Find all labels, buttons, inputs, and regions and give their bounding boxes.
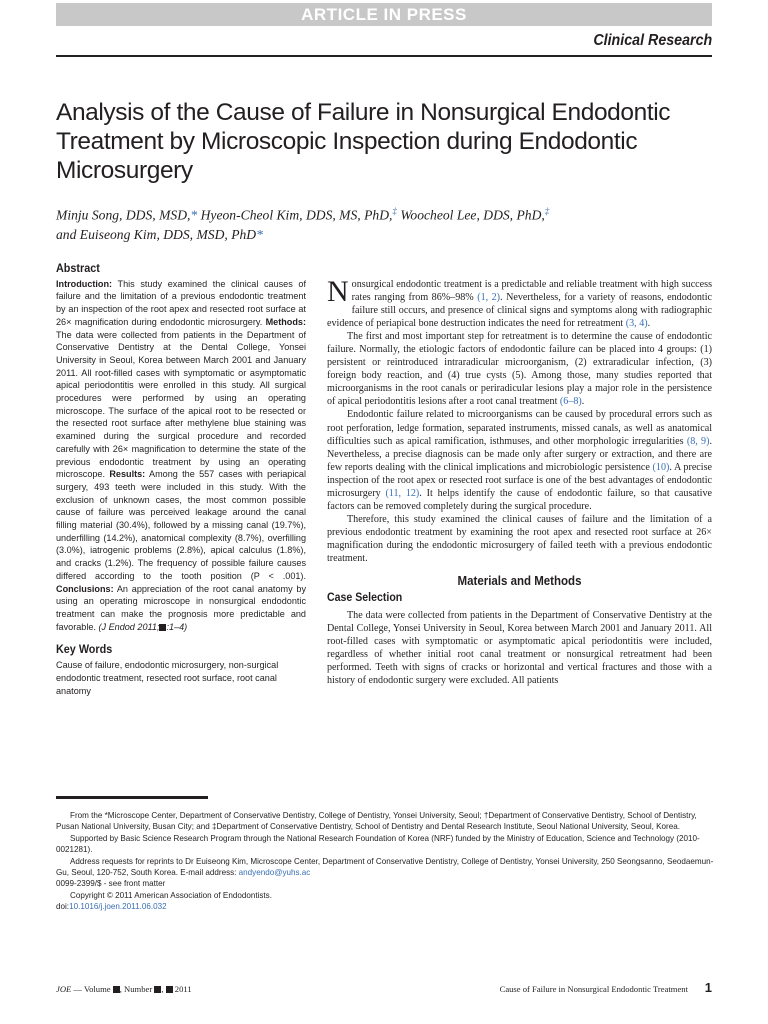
doi-link[interactable]: 10.1016/j.joen.2011.06.032 <box>69 902 167 912</box>
body-text: The first and most important step for retreatment is to determine the cause of endodontic failure. Normally, the etiologic factors of endodontic failure can be placed into 4 groups: (1) persistent or reintroduced intraradicular microorganism, (2) extraradicular infection, (3) foreign body reaction, and (4) true cysts (5). Among those, many studies reported that microorganisms in the root canals or periradicular lesions play a major role in the persistence of apical periodontitis lesions after a root canal treatment <box>327 331 712 408</box>
reference-link[interactable]: (8, 9) <box>686 435 710 447</box>
section-heading-materials-methods: Materials and Methods <box>457 574 582 589</box>
section-tag: Clinical Research <box>593 32 712 49</box>
footnote-issn: 0099-2399/$ - see front matter <box>56 879 166 889</box>
footer-text: — Volume <box>71 984 113 994</box>
footer-journal-info <box>56 984 192 994</box>
abstract-text <box>56 278 306 634</box>
affiliation-mark[interactable]: ‡ <box>544 206 550 216</box>
footer-text: , <box>161 984 166 994</box>
journal-abbrev: JOE <box>56 984 72 994</box>
body-text: Endodontic failure related to microorganisms can be caused by procedural errors such as root perforation, ledge formation, separated instruments, missed canals, as well as anatomical difficulties such as apical ramification, isthmuses, and other morphologic irregularities <box>327 409 712 447</box>
running-title: Cause of Failure in Nonsurgical Endodontic Treatment <box>499 984 688 994</box>
conclusions-text: An appreciation of the root canal anatomy by using an operating microscope in nonsurgical endodontic treatment can make the prognosis more predictable and favorable. <box>56 583 306 632</box>
drop-cap: N <box>327 275 349 308</box>
page-footer <box>56 982 712 998</box>
footnote-affiliations: From the *Microscope Center, Department of Conservative Dentistry, College of Dentistry, Yonsei University, Seoul; †Department of Conservative Dentistry, School of Dentistry, Pusan National University, Busan City; and ‡Department of Conservative Dentistry, School of Dentistry and Dental Research Institute, Seoul National University, Seoul, Korea. <box>56 811 697 832</box>
author-list <box>56 202 706 244</box>
results-text: Among the 557 cases with periapical surgery, 493 teeth were included in this study. With the exclusion of unknown cases, the most common possible cause of failure was perceived leakage around the canal filling material (30.4%), followed by a missing canal (19.7%), underfilling (14.2%), anatomical complexity (8.7%), overfilling (3.0%), iatrogenic problems (2.8%), apical calculus (1.8%), and cracks (1.2%). The frequency of possible failure causes differed according to the tooth position (P < .001). <box>56 469 306 581</box>
affiliation-mark[interactable]: * <box>190 207 198 223</box>
body-paragraph-5: The data were collected from patients in the Department of Conservative Dentistry at the Dental College, Yonsei University in Seoul, Korea between March 2001 and January 2011. All root-filled cases with symptomatic or asymptomatic apical periodontitis were included, regardless of whether initial root canal treatment or nonsurgical retreatment had been performed. Teeth with signs of cracks or horizontal and vertical fractures and those with a history of endodontic surgery were excluded. All patients <box>327 610 712 687</box>
article-in-press-banner: ARTICLE IN PRESS <box>56 3 712 26</box>
footnotes <box>56 810 716 913</box>
footnote-doi <box>56 901 716 912</box>
affiliation-mark[interactable]: * <box>256 226 263 242</box>
footer-year: 2011 <box>172 984 192 994</box>
body-text: . Nevertheless, for a variety of reasons, endodontic failure still occurs, and presence of clinical signs and symptoms along with radiographic evidence of periapical bone destruction indicates the need for retreatment <box>327 292 712 330</box>
reference-link[interactable]: (10) <box>652 461 670 473</box>
footnote-correspondence <box>56 856 716 879</box>
body-paragraph-4: Therefore, this study examined the clinical causes of failure and the limitation of a previous endodontic treatment by examining the root apex and resected root surface at 26× magnification during the endodontic microsurgery of failed teeth with a previous endodontic treatment. <box>327 513 712 564</box>
body-text: . Nevertheless, a precise diagnosis can be made only after surgery or extraction, and there are few reports dealing with the clinical implications and microbiologic persistence <box>327 435 712 473</box>
intro-label: Introduction: <box>56 278 113 289</box>
citation: (J Endod 2011; <box>98 621 160 632</box>
top-rule <box>56 55 712 57</box>
footer-text: , Number <box>119 984 155 994</box>
body-text: onsurgical endodontic treatment is a predictable and reliable treatment with high success rates ranging from 86%–98% <box>351 279 712 304</box>
citation-end: :1–4) <box>166 621 188 632</box>
author-3: Woocheol Lee, DDS, PhD, <box>396 207 545 223</box>
footnote-funding: Supported by Basic Science Research Program through the National Research Foundation of Korea (NRF) funded by the Ministry of Education, Science and Technology (2010-0021281). <box>56 833 700 855</box>
placeholder-square-icon <box>166 986 173 993</box>
abstract-heading: Abstract <box>56 261 100 275</box>
footnote-copyright: Copyright © 2011 American Association of Endodontists. <box>70 890 272 900</box>
keywords-text: Cause of failure, endodontic microsurgery, non-surgical endodontic treatment, resected root surface, root canal anatomy <box>56 660 279 696</box>
author-1: Minju Song, DDS, MSD, <box>56 207 191 223</box>
body-paragraph-3 <box>327 408 712 512</box>
abstract-column <box>56 262 306 697</box>
reference-link[interactable]: (3, 4) <box>625 318 648 330</box>
article-title: Analysis of the Cause of Failure in Nonsurgical Endodontic Treatment by Microscopic Inspection during Endodontic Microsurgery <box>56 99 671 184</box>
subsection-heading-case-selection: Case Selection <box>327 592 403 605</box>
methods-label: Methods: <box>265 316 306 327</box>
keywords-heading: Key Words <box>56 642 113 657</box>
page-number: 1 <box>704 980 712 995</box>
methods-text: The data were collected from patients in the Department of Conservative Dentistry at the Dental College, Yonsei University in Seoul, Korea between March 2001 and January 2011. All root-filled cases with symptomatic or asymptomatic apical periodontitis were enrolled in this study. All surgical procedures were performed by using an operating microscope. The surface of the apical root to be resected or the resected root surface after methylene blue staining was examined during the surgical procedure and recorded carefully with 26× magnification to determine the state of the previous endodontic treatment by using an operating microscope. <box>56 329 306 480</box>
body-text: . <box>647 318 651 330</box>
affiliation-mark[interactable]: ‡ <box>392 206 397 216</box>
body-paragraph-1 <box>327 275 712 330</box>
footnote-text: Address requests for reprints to Dr Euiseong Kim, Microscope Center, Department of Conservative Dentistry, College of Dentistry, Yonsei University, 250 Seongsanno, Seodaemun-Gu, Seoul, 120-752, South Korea. E-mail address: <box>56 856 714 878</box>
reference-link[interactable]: (6–8) <box>559 396 582 408</box>
intro-text: This study examined the clinical causes of failure and the limitation of a previous endodontic treatment by an inspection of the root apex and resected root surface at 26× magnification during endodontic microsurgery. <box>56 278 306 327</box>
author-2: Hyeon-Cheol Kim, DDS, MS, PhD, <box>197 207 393 223</box>
reference-link[interactable]: (1, 2) <box>477 292 501 304</box>
body-text: . <box>581 396 585 408</box>
results-label: Results: <box>109 469 146 480</box>
placeholder-square-icon <box>113 986 120 993</box>
footnote-rule <box>56 796 208 799</box>
reference-link[interactable]: (11, 12) <box>385 487 420 499</box>
body-text: . It helps identify the cause of endodontic failure, so that causative factors can be removed completely during the surgical procedure. <box>327 487 712 512</box>
email-link[interactable]: andyendo@yuhs.ac <box>238 868 311 878</box>
body-paragraph-2 <box>327 330 712 408</box>
body-column <box>327 275 713 687</box>
doi-label: doi: <box>56 902 70 912</box>
body-text: . A precise inspection of the root apex or resected root surface is one of the best advantages of endodontic microsurgery <box>327 461 713 499</box>
author-4: and Euiseong Kim, DDS, MSD, PhD <box>56 226 257 242</box>
conclusions-label: Conclusions: <box>56 583 114 594</box>
